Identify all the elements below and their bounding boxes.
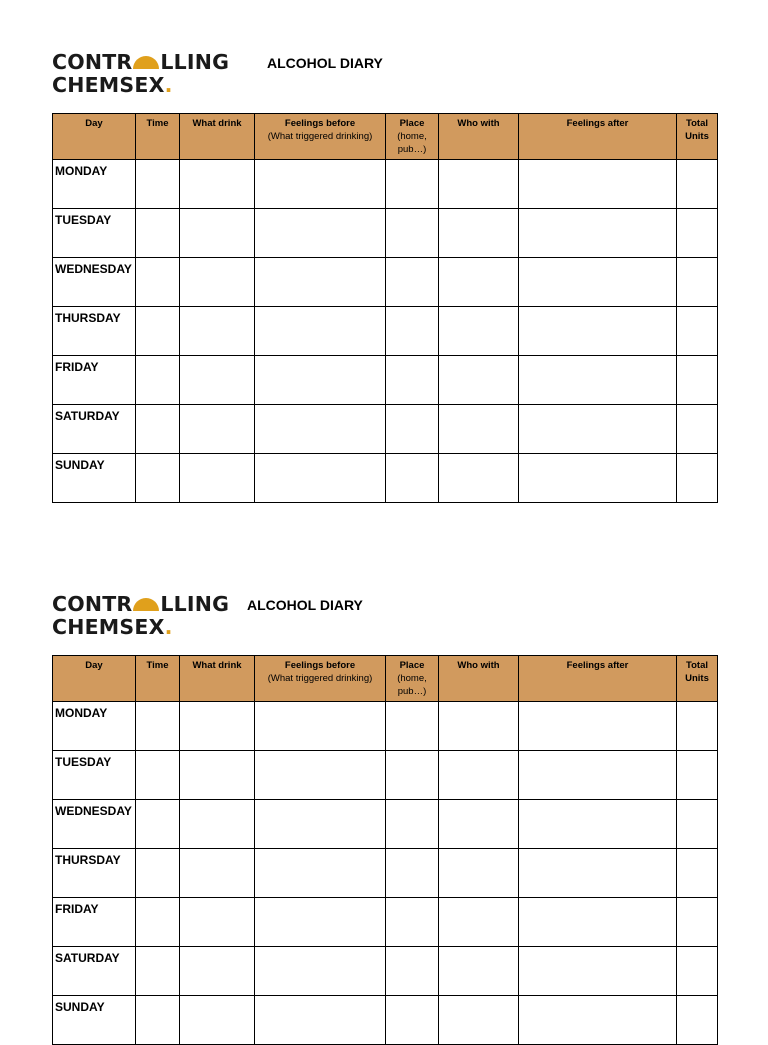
- feelings-after-cell[interactable]: [519, 849, 677, 898]
- who-with-cell[interactable]: [439, 849, 519, 898]
- feelings-before-cell[interactable]: [255, 454, 386, 503]
- diary-table: [52, 655, 718, 1045]
- table-row-monday: [53, 702, 718, 751]
- logo-text-part-2: LLING: [160, 592, 230, 616]
- time-cell[interactable]: [136, 996, 180, 1045]
- total-units-cell[interactable]: [677, 751, 718, 800]
- day-label: SUNDAY: [53, 996, 136, 1045]
- what-drink-cell[interactable]: [180, 947, 255, 996]
- header-who-with: Who with: [439, 656, 519, 702]
- what-drink-cell[interactable]: [180, 800, 255, 849]
- day-label: TUESDAY: [53, 751, 136, 800]
- what-drink-cell[interactable]: [180, 209, 255, 258]
- who-with-cell[interactable]: [439, 160, 519, 209]
- total-units-cell[interactable]: [677, 454, 718, 503]
- day-label: TUESDAY: [53, 209, 136, 258]
- table-row-wednesday: [53, 258, 718, 307]
- header-place-sub: (home, pub…): [397, 673, 427, 697]
- feelings-after-cell[interactable]: [519, 702, 677, 751]
- header-what-drink: What drink: [180, 656, 255, 702]
- day-label: WEDNESDAY: [53, 258, 136, 307]
- sunrise-icon: [132, 596, 160, 611]
- feelings-after-cell[interactable]: [519, 258, 677, 307]
- time-cell[interactable]: [136, 751, 180, 800]
- feelings-before-cell[interactable]: [255, 898, 386, 947]
- total-units-cell[interactable]: [677, 702, 718, 751]
- header-feelings-before-label: Feelings before: [284, 660, 356, 671]
- what-drink-cell[interactable]: [180, 898, 255, 947]
- logo-text-part-1: CONTR: [52, 50, 133, 74]
- feelings-after-cell[interactable]: [519, 307, 677, 356]
- controlling-chemsex-logo: [52, 50, 242, 96]
- day-label: SUNDAY: [53, 454, 136, 503]
- diary-table: [52, 113, 718, 503]
- header-day: Day: [53, 114, 136, 160]
- header-place: [386, 656, 439, 702]
- logo-text-line-2: CHEMSEX: [52, 615, 165, 639]
- day-label: MONDAY: [53, 160, 136, 209]
- what-drink-cell[interactable]: [180, 307, 255, 356]
- header-feelings-after: Feelings after: [519, 656, 677, 702]
- total-units-cell[interactable]: [677, 209, 718, 258]
- header-total-units: Total Units: [677, 656, 718, 702]
- total-units-cell[interactable]: [677, 996, 718, 1045]
- table-row-saturday: [53, 947, 718, 996]
- table-row-friday: [53, 898, 718, 947]
- table-row-tuesday: [53, 209, 718, 258]
- feelings-before-cell[interactable]: [255, 307, 386, 356]
- time-cell[interactable]: [136, 947, 180, 996]
- controlling-chemsex-logo: [52, 592, 242, 638]
- place-cell[interactable]: [386, 898, 439, 947]
- total-units-cell[interactable]: [677, 307, 718, 356]
- header-what-drink: What drink: [180, 114, 255, 160]
- what-drink-cell[interactable]: [180, 849, 255, 898]
- total-units-cell[interactable]: [677, 849, 718, 898]
- total-units-cell[interactable]: [677, 800, 718, 849]
- total-units-cell[interactable]: [677, 356, 718, 405]
- place-cell[interactable]: [386, 258, 439, 307]
- place-cell[interactable]: [386, 405, 439, 454]
- table-row-saturday: [53, 405, 718, 454]
- feelings-after-cell[interactable]: [519, 160, 677, 209]
- day-label: SATURDAY: [53, 405, 136, 454]
- sunrise-icon: [132, 54, 160, 69]
- table-header-row: [53, 656, 718, 702]
- feelings-before-cell[interactable]: [255, 702, 386, 751]
- header-feelings-before-sub: (What triggered drinking): [267, 673, 373, 684]
- logo-text-part-1: CONTR: [52, 592, 133, 616]
- total-units-cell[interactable]: [677, 405, 718, 454]
- day-label: WEDNESDAY: [53, 800, 136, 849]
- place-cell[interactable]: [386, 996, 439, 1045]
- header-place-label: Place: [399, 660, 425, 671]
- feelings-after-cell[interactable]: [519, 356, 677, 405]
- day-label: MONDAY: [53, 702, 136, 751]
- header-time: Time: [136, 114, 180, 160]
- feelings-before-cell[interactable]: [255, 996, 386, 1045]
- what-drink-cell[interactable]: [180, 405, 255, 454]
- day-label: FRIDAY: [53, 356, 136, 405]
- table-row-thursday: [53, 307, 718, 356]
- time-cell[interactable]: [136, 209, 180, 258]
- table-row-sunday: [53, 454, 718, 503]
- place-cell[interactable]: [386, 356, 439, 405]
- total-units-cell[interactable]: [677, 898, 718, 947]
- what-drink-cell[interactable]: [180, 996, 255, 1045]
- feelings-before-cell[interactable]: [255, 209, 386, 258]
- place-cell[interactable]: [386, 307, 439, 356]
- place-cell[interactable]: [386, 849, 439, 898]
- feelings-after-cell[interactable]: [519, 996, 677, 1045]
- place-cell[interactable]: [386, 800, 439, 849]
- who-with-cell[interactable]: [439, 996, 519, 1045]
- who-with-cell[interactable]: [439, 702, 519, 751]
- header-time: Time: [136, 656, 180, 702]
- time-cell[interactable]: [136, 405, 180, 454]
- table-row-tuesday: [53, 751, 718, 800]
- time-cell[interactable]: [136, 307, 180, 356]
- who-with-cell[interactable]: [439, 356, 519, 405]
- feelings-after-cell[interactable]: [519, 898, 677, 947]
- logo-text-line-2: CHEMSEX: [52, 73, 165, 97]
- who-with-cell[interactable]: [439, 898, 519, 947]
- table-header-row: [53, 114, 718, 160]
- time-cell[interactable]: [136, 258, 180, 307]
- day-label: SATURDAY: [53, 947, 136, 996]
- day-label: THURSDAY: [53, 849, 136, 898]
- feelings-before-cell[interactable]: [255, 405, 386, 454]
- what-drink-cell[interactable]: [180, 160, 255, 209]
- who-with-cell[interactable]: [439, 307, 519, 356]
- header-feelings-before: [255, 656, 386, 702]
- header-day: Day: [53, 656, 136, 702]
- time-cell[interactable]: [136, 454, 180, 503]
- feelings-after-cell[interactable]: [519, 947, 677, 996]
- feelings-after-cell[interactable]: [519, 209, 677, 258]
- day-label: THURSDAY: [53, 307, 136, 356]
- table-row-monday: [53, 160, 718, 209]
- feelings-before-cell[interactable]: [255, 751, 386, 800]
- feelings-after-cell[interactable]: [519, 751, 677, 800]
- what-drink-cell[interactable]: [180, 751, 255, 800]
- time-cell[interactable]: [136, 898, 180, 947]
- what-drink-cell[interactable]: [180, 454, 255, 503]
- feelings-after-cell[interactable]: [519, 405, 677, 454]
- what-drink-cell[interactable]: [180, 258, 255, 307]
- who-with-cell[interactable]: [439, 454, 519, 503]
- who-with-cell[interactable]: [439, 751, 519, 800]
- who-with-cell[interactable]: [439, 258, 519, 307]
- feelings-after-cell[interactable]: [519, 800, 677, 849]
- who-with-cell[interactable]: [439, 209, 519, 258]
- table-row-thursday: [53, 849, 718, 898]
- time-cell[interactable]: [136, 356, 180, 405]
- header-place-label: Place: [399, 118, 425, 129]
- what-drink-cell[interactable]: [180, 356, 255, 405]
- who-with-cell[interactable]: [439, 947, 519, 996]
- what-drink-cell[interactable]: [180, 702, 255, 751]
- logo-text-part-2: LLING: [160, 50, 230, 74]
- time-cell[interactable]: [136, 800, 180, 849]
- header-who-with: Who with: [439, 114, 519, 160]
- total-units-cell[interactable]: [677, 947, 718, 996]
- feelings-before-cell[interactable]: [255, 947, 386, 996]
- place-cell[interactable]: [386, 751, 439, 800]
- feelings-after-cell[interactable]: [519, 454, 677, 503]
- table-row-wednesday: [53, 800, 718, 849]
- header-feelings-before-sub: (What triggered drinking): [267, 131, 373, 142]
- time-cell[interactable]: [136, 160, 180, 209]
- total-units-cell[interactable]: [677, 258, 718, 307]
- logo-dot: .: [164, 615, 173, 639]
- header-place: [386, 114, 439, 160]
- logo-dot: .: [164, 73, 173, 97]
- time-cell[interactable]: [136, 702, 180, 751]
- place-cell[interactable]: [386, 947, 439, 996]
- time-cell[interactable]: [136, 849, 180, 898]
- header-feelings-before-label: Feelings before: [284, 118, 356, 129]
- diary-title: ALCOHOL DIARY: [267, 55, 383, 71]
- who-with-cell[interactable]: [439, 405, 519, 454]
- place-cell[interactable]: [386, 160, 439, 209]
- header-feelings-before: [255, 114, 386, 160]
- place-cell[interactable]: [386, 702, 439, 751]
- header-place-sub: (home, pub…): [397, 131, 427, 155]
- feelings-before-cell[interactable]: [255, 160, 386, 209]
- total-units-cell[interactable]: [677, 160, 718, 209]
- header-total-units: Total Units: [677, 114, 718, 160]
- feelings-before-cell[interactable]: [255, 258, 386, 307]
- day-label: FRIDAY: [53, 898, 136, 947]
- table-row-sunday: [53, 996, 718, 1045]
- table-row-friday: [53, 356, 718, 405]
- feelings-before-cell[interactable]: [255, 356, 386, 405]
- header-feelings-after: Feelings after: [519, 114, 677, 160]
- place-cell[interactable]: [386, 454, 439, 503]
- place-cell[interactable]: [386, 209, 439, 258]
- feelings-before-cell[interactable]: [255, 800, 386, 849]
- diary-title: ALCOHOL DIARY: [247, 597, 363, 613]
- who-with-cell[interactable]: [439, 800, 519, 849]
- feelings-before-cell[interactable]: [255, 849, 386, 898]
